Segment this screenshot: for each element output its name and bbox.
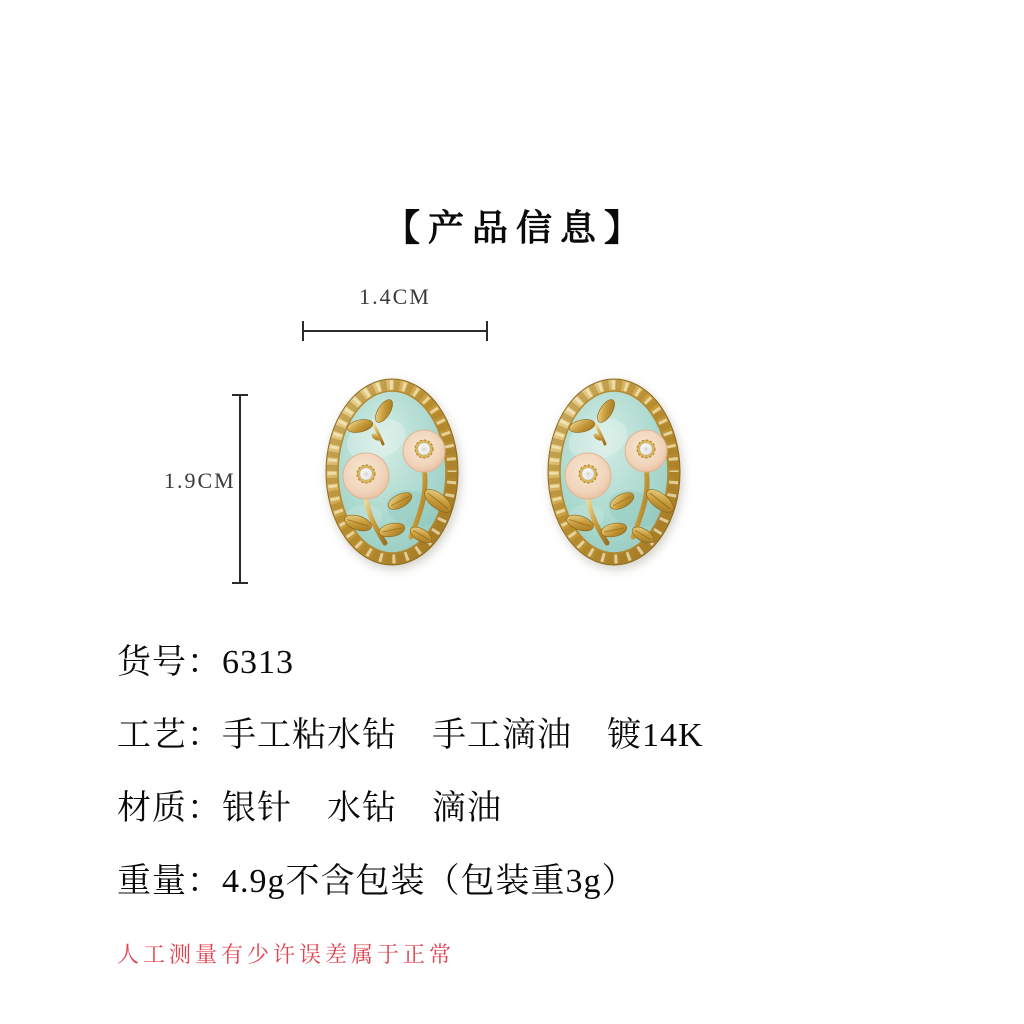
- height-dimension-label: 1.9CM: [164, 468, 236, 493]
- dimension-tick: [232, 582, 248, 584]
- earring-photo-right: [546, 377, 682, 567]
- page-title: 【产品信息】: [383, 207, 648, 248]
- width-dimension-label: 1.4CM: [359, 284, 431, 309]
- spec-row-craft: [117, 718, 704, 754]
- spec-label: 货号：: [117, 644, 222, 681]
- dimension-bar: [302, 330, 488, 332]
- dimension-bar: [239, 394, 241, 584]
- earring-photo-left: [324, 377, 460, 567]
- spec-value: 手工粘水钻 手工滴油 镀14K: [222, 717, 704, 754]
- width-dimension-line: [302, 321, 488, 341]
- spec-value: 银针 水钻 滴油: [222, 790, 502, 827]
- spec-value: 4.9g不含包装（包装重3g）: [222, 863, 637, 900]
- spec-list: [117, 645, 704, 937]
- spec-value: 6313: [222, 644, 294, 681]
- spec-row-weight: [117, 864, 704, 900]
- spec-row-material: [117, 791, 704, 827]
- dimension-tick: [486, 321, 488, 341]
- spec-row-item-number: [117, 645, 704, 681]
- spec-label: 工艺：: [117, 717, 222, 754]
- spec-label: 重量：: [117, 863, 222, 900]
- height-dimension-line: [231, 394, 249, 584]
- spec-label: 材质：: [117, 790, 222, 827]
- measurement-note: 人工测量有少许误差属于正常: [117, 942, 456, 967]
